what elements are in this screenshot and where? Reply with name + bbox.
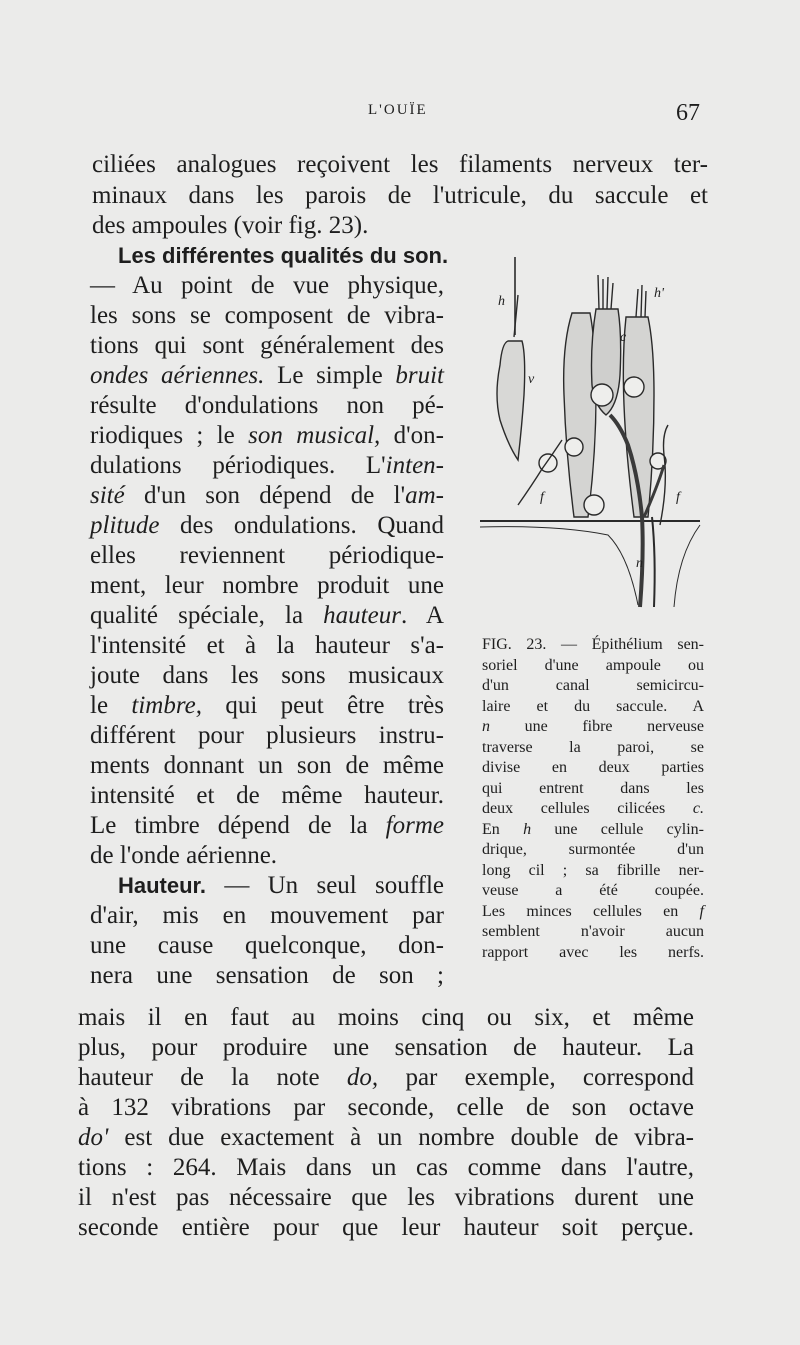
text-line: plus, pour produire une sensation de hauteur. La: [78, 1034, 694, 1061]
text-line: tions qui sont généralement des: [90, 332, 444, 359]
text-line: les sons se composent de vibra-: [90, 302, 444, 329]
text-line: minaux dans les parois de l'utricule, du saccule et: [92, 182, 708, 209]
text-line: à 132 vibrations par seconde, celle de son octave: [78, 1094, 694, 1121]
caption-line: traverse la paroi, se: [482, 738, 704, 756]
figure-label-h-prime: h': [654, 286, 664, 301]
text-line: différent pour plusieurs instru-: [90, 722, 444, 749]
text-line: Hauteur. — Un seul souffle: [118, 872, 444, 899]
text-line: dulations périodiques. L'inten-: [90, 452, 444, 479]
caption-line: veuse a été coupée.: [482, 882, 704, 899]
text-line: nera une sensation de son ;: [90, 962, 444, 989]
section-heading-text: Les différentes qualités du son.: [118, 243, 449, 268]
page-number: 67: [676, 100, 700, 126]
figure-label-h: h: [498, 294, 505, 309]
text-line: hauteur de la note do, par exemple, correspond: [78, 1064, 694, 1091]
text-line: résulte d'ondulations non pé-: [90, 392, 444, 419]
figure-label-f-left: f: [540, 490, 544, 505]
caption-line: rapport avec les nerfs.: [482, 943, 704, 961]
text-line: — Au point de vue physique,: [90, 272, 444, 299]
caption-line: d'un canal semicircu-: [482, 677, 704, 694]
text-line: ondes aériennes. Le simple bruit: [90, 362, 444, 389]
text-line: mais il en faut au moins cinq ou six, et même: [78, 1004, 694, 1031]
text-line: riodiques ; le son musical, d'on-: [90, 422, 444, 449]
caption-line: semblent n'avoir aucun: [482, 923, 704, 940]
text-line: qualité spéciale, la hauteur. A: [90, 602, 444, 629]
text-line: intensité et de même hauteur.: [90, 782, 444, 809]
text-line: do' est due exactement à un nombre double de vibra-: [78, 1124, 694, 1151]
text-line: sité d'un son dépend de l'am-: [90, 482, 444, 509]
text-line: ciliées analogues reçoivent les filaments nerveux ter-: [92, 151, 708, 178]
section-heading: [118, 241, 448, 271]
text-line: ments donnant un son de même: [90, 752, 444, 779]
text-line: ment, leur nombre produit une: [90, 572, 444, 599]
caption-line: drique, surmontée d'un: [482, 841, 704, 858]
text-line: Le timbre dépend de la forme: [90, 812, 444, 839]
running-title: L'OUÏE: [368, 102, 428, 118]
text-line: tions : 264. Mais dans un cas comme dans l'autre,: [78, 1154, 694, 1181]
text-line: le timbre, qui peut être très: [90, 692, 444, 719]
caption-line: En h une cellule cylin-: [482, 820, 704, 838]
text-line: l'intensité et à la hauteur s'a-: [90, 632, 444, 659]
caption-line: n une fibre nerveuse: [482, 718, 704, 735]
text-line: joute dans les sons musicaux: [90, 662, 444, 689]
caption-line: laire et du saccule. A: [482, 697, 704, 715]
caption-line: divise en deux parties: [482, 759, 704, 776]
figure-label-f-right: f: [676, 490, 680, 505]
figure-label-v: v: [528, 372, 535, 387]
text-line: des ampoules (voir fig. 23).: [92, 212, 369, 239]
caption-line: qui entrent dans les: [482, 779, 704, 797]
text-line: il n'est pas nécessaire que les vibrations durent une: [78, 1184, 694, 1211]
section-heading: Hauteur.: [118, 873, 207, 898]
caption-line: soriel d'une ampoule ou: [482, 656, 704, 674]
text-line: seconde entière pour que leur hauteur soit perçue.: [78, 1214, 694, 1241]
figure-epithelium-illustration: [478, 255, 704, 615]
text-line: d'air, mis en mouvement par: [90, 902, 444, 929]
figure-label-n: n: [636, 556, 643, 571]
text-line: de l'onde aérienne.: [90, 842, 278, 869]
caption-line: Les minces cellules en f: [482, 902, 704, 920]
text-line: plitude des ondulations. Quand: [90, 512, 444, 539]
page-header: [0, 96, 800, 136]
figure-caption: [482, 635, 704, 963]
figure-label-c: c: [620, 330, 627, 345]
text-line: elles reviennent périodique-: [90, 542, 444, 569]
text-line: une cause quelconque, don-: [90, 932, 444, 959]
caption-line: FIG. 23. — Épithélium sen-: [482, 636, 704, 653]
caption-line: deux cellules cilicées c.: [482, 800, 704, 817]
caption-line: long cil ; sa fibrille ner-: [482, 861, 704, 879]
